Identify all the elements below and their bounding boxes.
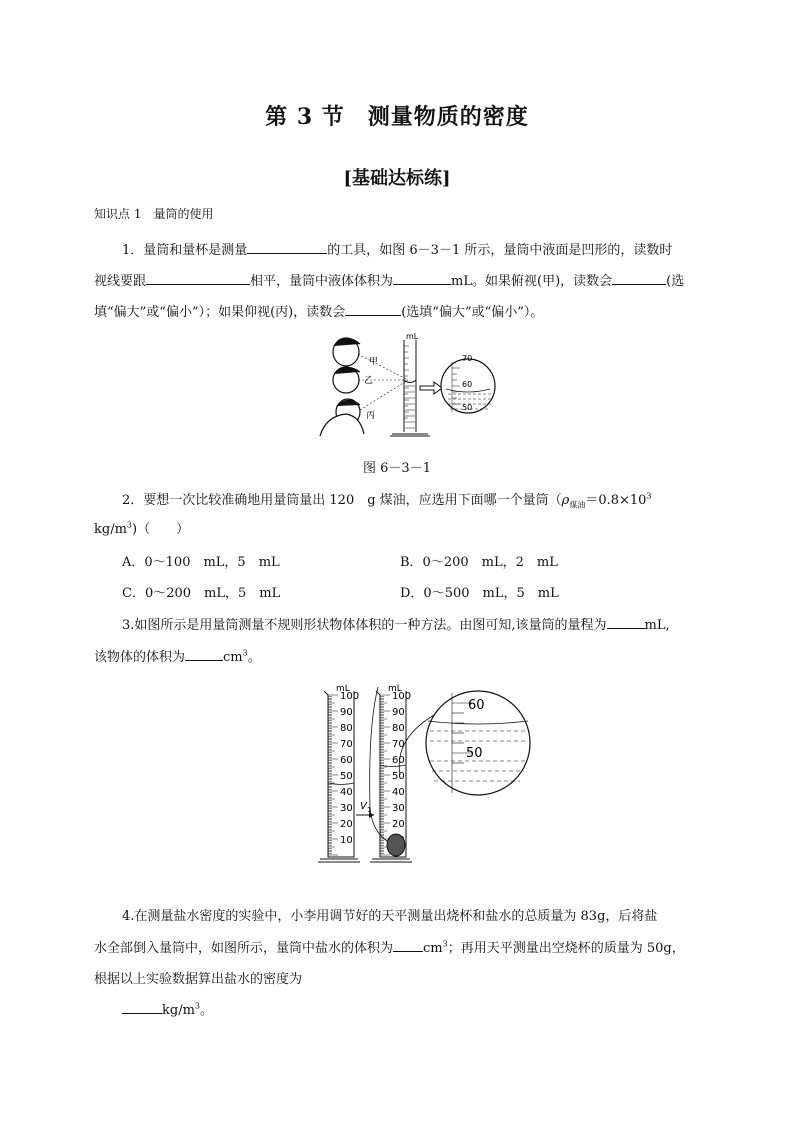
section-heading: [基础达标练] [343,168,451,189]
left-tick-label: 30 [340,803,353,814]
volume-measurement-diagram [316,683,532,873]
magnify-arrow [420,382,442,394]
answer-blank [393,272,451,285]
right-tick-label: 80 [392,723,405,734]
liquid-hatching [405,386,415,428]
right-tick-label: 20 [392,819,405,830]
left-tick-label: 60 [340,755,353,766]
left-tick-label: 90 [340,707,353,718]
question-4-line-3: 根据以上实验数据算出盐水的密度为 [94,972,303,987]
right-tick-label: 40 [392,787,405,798]
zoom-tick-60: 60 [468,698,485,713]
page-title: 第 3 节 测量物质的密度 [265,104,529,130]
right-tick-label: 90 [392,707,405,718]
svg-text:1: 1 [367,806,372,814]
left-ticks [328,695,338,855]
right-tick-label: 100 [392,691,412,702]
right-unit: mL [388,684,402,694]
question-1-line-3: 填“偏大”或“偏小”）；如果仰视(丙)，读数会 (选填“偏大”或“偏小”）。 [94,305,544,320]
zoom-tick-60: 60 [462,380,473,389]
option-d: D．0～500 mL，5 mL [400,586,559,601]
answer-blank [393,939,423,952]
figure-cylinders [316,683,532,877]
right-tick-labels [392,691,411,846]
left-tick-label: 80 [340,723,353,734]
left-tick-labels [340,691,359,846]
zoom-tick-70: 70 [462,354,473,363]
option-c: C．0～200 mL，5 mL [122,586,281,601]
right-tick-label: 30 [392,803,405,814]
zoom-tick-50: 50 [466,746,483,761]
question-1-line-1: 1．量筒和量杯是测量 的工具，如图 6－3－1 所示，量筒中液面是凹形的，读数时 [122,243,673,258]
answer-blank [122,1001,162,1014]
cylinder-unit-label: mL [406,332,419,341]
question-2-line-2: $kg/m^3$)（ ） [94,520,190,537]
label-yi: 乙 [364,376,374,386]
graduated-cylinder-reading-diagram [316,332,498,442]
v1-label: V [360,801,367,812]
left-tick-label: 50 [340,771,353,782]
right-ticks [380,695,390,855]
question-3-line-2: 该物体的体积为 $cm^3$。 [94,648,261,665]
option-b: B．0～200 mL，2 mL [400,555,558,570]
right-tick-label: 50 [392,771,405,782]
question-4-line-2: 水全部倒入量筒中，如图所示，量筒中盐水的体积为 $cm^3$；再用天平测量出空烧杯的质量为 50g， [94,939,685,956]
answer-blank [185,648,223,661]
question-2-line-1: 2．要想一次比较准确地用量筒量出 120 g 煤油，应选用下面哪一个量筒（$\rho_{煤油}=0.8\times 10^3$ [122,491,652,510]
left-tick-label: 100 [340,691,360,702]
answer-blank [345,303,401,316]
irregular-object [387,834,405,856]
question-4-line-4: $kg/m^3$。 [122,999,213,1018]
left-tick-label: 70 [340,739,353,750]
answer-blank [247,241,327,254]
left-tick-label: 20 [340,819,353,830]
label-bing: 丙 [366,411,376,421]
question-1-line-2: 视线要跟 相平，量筒中液体体积为 mL。如果俯视(甲)，读数会 (选 [94,274,685,289]
question-4-line-1: 4.在测量盐水密度的实验中，小李用调节好的天平测量出烧杯和盐水的总质量为 83g，后将盐 [122,909,658,924]
figure-6-3-1 [316,332,498,446]
right-tick-label: 60 [392,755,405,766]
question-3-line-1: 3.如图所示是用量筒测量不规则形状物体体积的一种方法。由图可知,该量筒的量程为 mL, [122,618,670,633]
label-jia: 甲 [369,357,379,367]
answer-blank [146,272,250,285]
zoom-tick-50: 50 [462,403,473,412]
observer-heads-illustration [320,338,364,436]
option-a: A．0～100 mL，5 mL [122,555,280,570]
right-tick-label: 70 [392,739,405,750]
left-tick-label: 10 [340,835,353,846]
answer-blank [612,272,666,285]
figure-caption: 图 6－3－1 [363,461,431,476]
left-unit: mL [336,684,350,694]
left-tick-label: 40 [340,787,353,798]
answer-blank [607,616,645,629]
knowledge-point-label: 知识点 1 量筒的使用 [94,207,214,221]
